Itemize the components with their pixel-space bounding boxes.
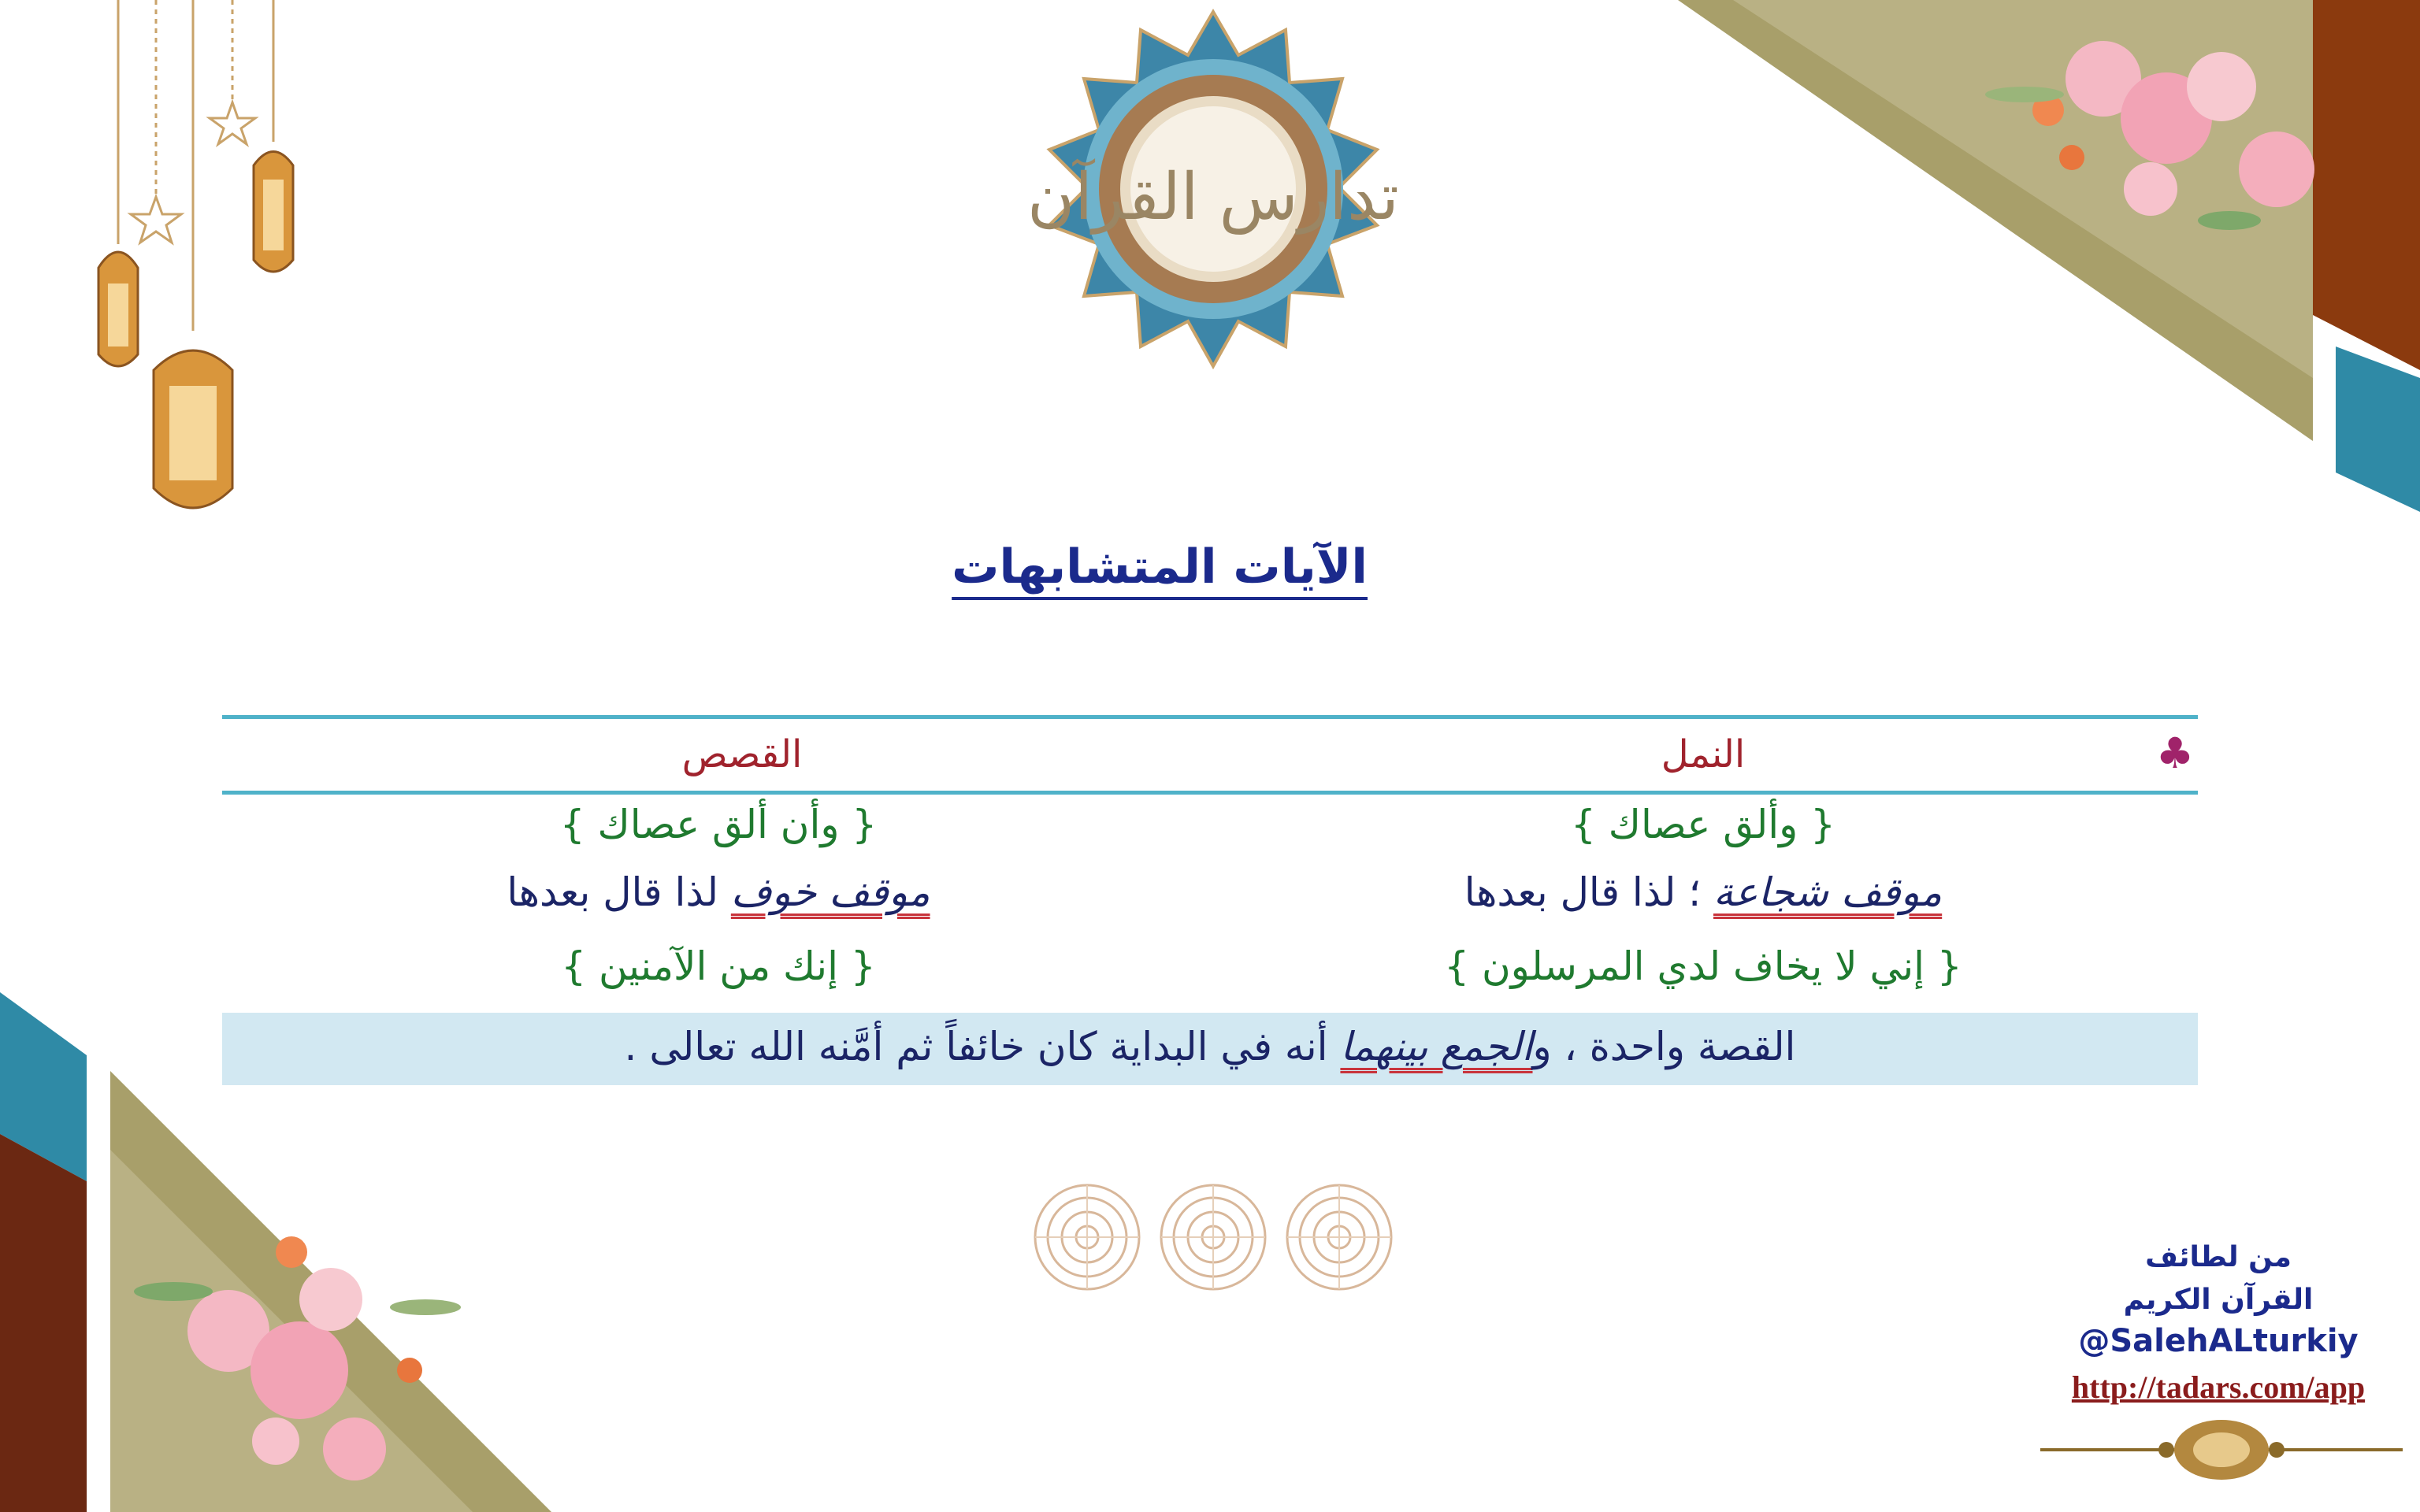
table-top-rule [222, 715, 2198, 719]
signature-handle: @SalehALturkiy [2078, 1323, 2359, 1359]
signature-line-1: من لطائف [2145, 1241, 2292, 1273]
comparison-table [222, 715, 2198, 1085]
summary-text [222, 1024, 2198, 1069]
qasas-verse: { وأن ألق عصاك } [559, 802, 878, 847]
summary-emphasis: الجمع بينهما [1340, 1024, 1533, 1069]
naml-stance-emphasis: موقف شجاعة [1713, 869, 1943, 915]
signature-block [2017, 1235, 2420, 1512]
corner-decoration-top-right [1678, 0, 2420, 520]
summary-row [222, 1013, 2198, 1085]
emblem-text: تدارس القرآن [1027, 159, 1399, 235]
qasas-verse-2: { إنك من الآمنين } [561, 943, 876, 989]
naml-stance-rest: ؛ لذا قال بعدها [1464, 869, 1713, 915]
naml-verse: { وألق عصاك } [1571, 802, 1835, 847]
column-heading-naml: النمل [1661, 732, 1746, 776]
qasas-stance-emphasis: موقف خوف [730, 869, 930, 915]
ornament-divider-icon [2040, 1414, 2403, 1485]
page-title: الآيات المتشابهات [952, 539, 1368, 595]
naml-stance [1270, 869, 2136, 915]
column-heading-qasas: القصص [681, 732, 803, 776]
hanging-lanterns-icon [63, 0, 331, 536]
rosette-ornaments-icon [1024, 1178, 1402, 1296]
table-header-rule [222, 791, 2198, 795]
quran-emblem [1024, 8, 1402, 386]
qasas-stance [285, 869, 1152, 915]
summary-part-2: أنه في البداية كان خائفاً ثم أمَّنه الله تعالى . [624, 1024, 1341, 1069]
qasas-stance-rest: لذا قال بعدها [507, 869, 731, 915]
club-icon: ♣ [2155, 728, 2195, 778]
signature-line-2: القرآن الكريم [2123, 1284, 2314, 1316]
signature-link[interactable]: http://tadars.com/app [2071, 1369, 2366, 1405]
naml-verse-2: { إني لا يخاف لدي المرسلون } [1444, 943, 1962, 989]
summary-part-1: القصة واحدة ، و [1532, 1024, 1796, 1069]
